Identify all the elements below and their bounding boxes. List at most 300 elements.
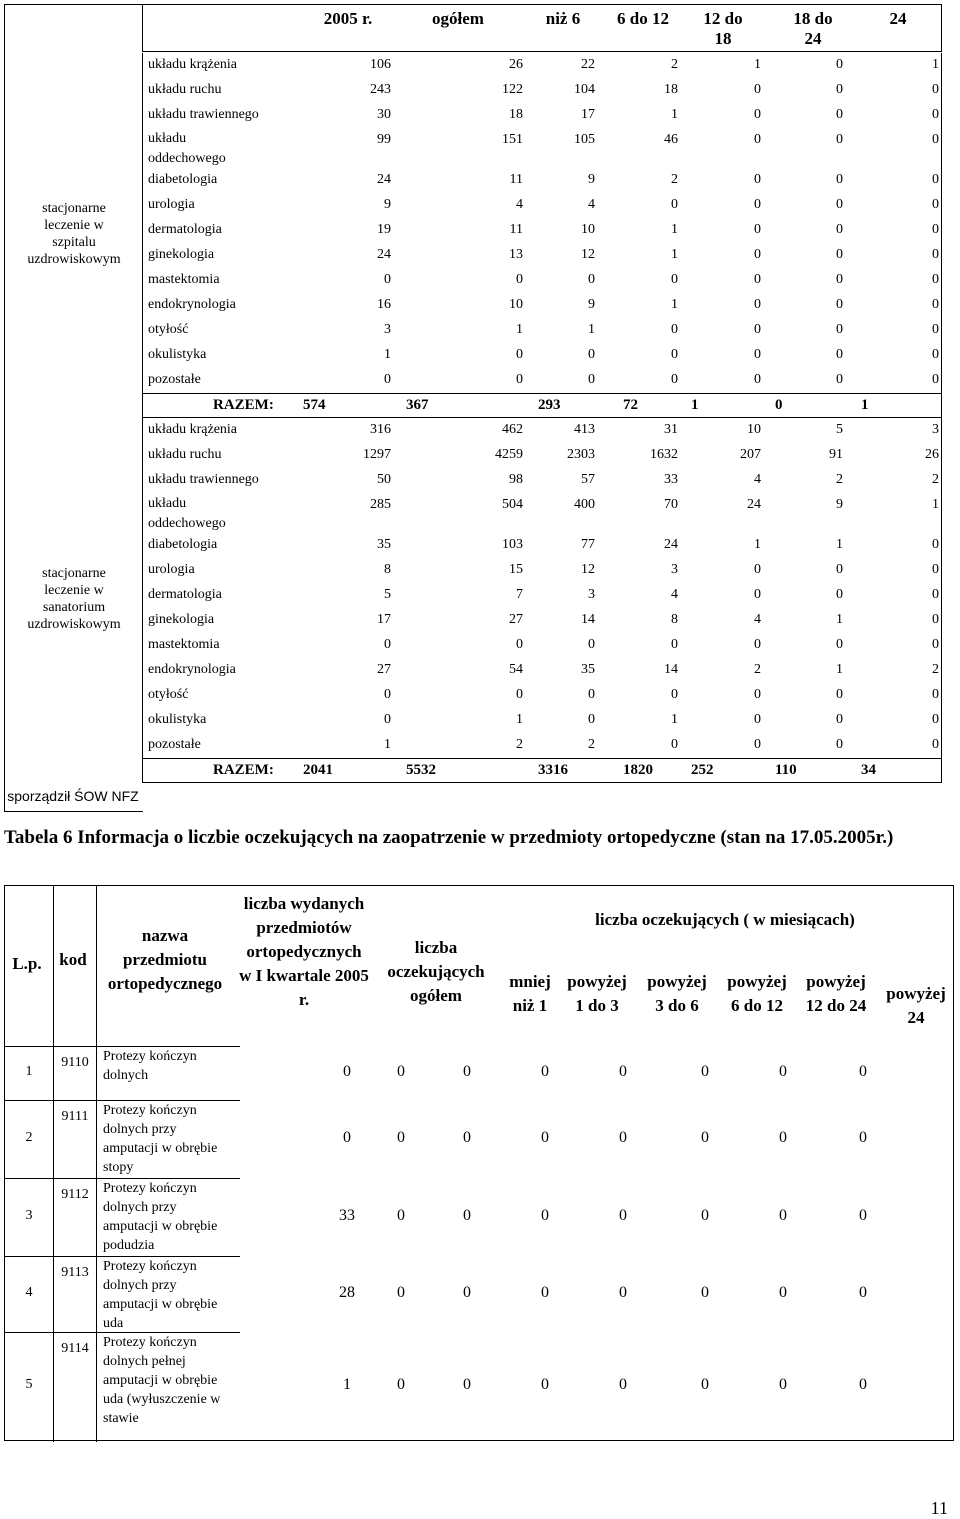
row-value: 0 — [932, 347, 939, 362]
row-value: 57 — [581, 472, 595, 487]
row-value: 0 — [619, 1376, 627, 1393]
row-value: 1 — [516, 322, 523, 337]
row-value: 10 — [747, 422, 761, 437]
row-value: 0 — [516, 272, 523, 287]
row-value: 0 — [384, 712, 391, 727]
row-value: 1 — [754, 57, 761, 72]
row-value: 0 — [779, 1129, 787, 1146]
row-value: 0 — [836, 737, 843, 752]
row-value: 103 — [502, 537, 523, 552]
row-value: 0 — [701, 1376, 709, 1393]
row-value: 0 — [541, 1376, 549, 1393]
row-nazwa: Protezy kończyn dolnych przy amputacji w obrębie stopy — [103, 1103, 218, 1175]
row-value: 106 — [370, 57, 391, 72]
header-group: liczba oczekujących ( w miesiącach) — [595, 910, 855, 929]
row-value: 0 — [754, 197, 761, 212]
row-value: 18 — [664, 82, 678, 97]
total-value: 110 — [775, 762, 797, 778]
row-value: 0 — [932, 737, 939, 752]
row-label: endokrynologia — [148, 662, 236, 677]
row-value: 0 — [836, 297, 843, 312]
total-label: RAZEM: — [213, 397, 274, 413]
row-kod: 9112 — [61, 1187, 89, 1202]
row-value: 0 — [932, 247, 939, 262]
row-label: układu ruchu — [148, 82, 222, 97]
section2-label — [5, 565, 143, 633]
row-lp: 1 — [25, 1064, 33, 1079]
row-value: 0 — [836, 372, 843, 387]
row-value: 1 — [754, 537, 761, 552]
row-value: 24 — [377, 172, 391, 187]
row-value: 12 — [581, 247, 595, 262]
row-label: pozostałe — [148, 737, 201, 752]
row-value: 99 — [377, 132, 391, 147]
table-row — [142, 708, 942, 733]
row-nazwa: Protezy kończyn dolnych — [103, 1049, 197, 1083]
total-value: 1820 — [623, 762, 653, 778]
row-value: 12 — [581, 562, 595, 577]
row-value: 16 — [377, 297, 391, 312]
section2-label-line: sanatorium — [42, 600, 106, 615]
row-value: 7 — [516, 587, 523, 602]
page-number: 11 — [930, 1498, 948, 1518]
row-value: 0 — [701, 1284, 709, 1301]
row-value: 1 — [384, 347, 391, 362]
table-row — [142, 733, 942, 758]
row-value: 2 — [516, 737, 523, 752]
row-value: 24 — [377, 247, 391, 262]
row-value: 5 — [836, 422, 843, 437]
row-value: 0 — [836, 637, 843, 652]
row-value: 462 — [502, 422, 523, 437]
row-value: 0 — [541, 1063, 549, 1080]
header-below6: niż 6 — [545, 9, 581, 28]
row-value: 0 — [754, 107, 761, 122]
section1-label — [5, 200, 143, 268]
row-value: 1 — [932, 497, 939, 512]
table-row — [142, 633, 942, 658]
total-value: 1 — [691, 397, 699, 413]
total-value: 72 — [623, 397, 638, 413]
row-value: 26 — [509, 57, 523, 72]
header-sub-5: powyżej 12 do 24 — [805, 972, 867, 1015]
row-value: 0 — [384, 687, 391, 702]
row-value: 0 — [397, 1376, 405, 1393]
row-value: 0 — [397, 1207, 405, 1224]
row-value: 4 — [754, 472, 761, 487]
grid-line — [5, 1100, 240, 1101]
row-value: 4259 — [495, 447, 523, 462]
row-value: 1 — [588, 322, 595, 337]
table-row — [142, 243, 942, 268]
bottom-table — [4, 885, 954, 1441]
row-label: endokrynologia — [148, 297, 236, 312]
row-value: 2 — [836, 472, 843, 487]
table-row — [142, 558, 942, 583]
row-value: 0 — [397, 1284, 405, 1301]
total-value: 1 — [861, 397, 869, 413]
row-value: 3 — [932, 422, 939, 437]
row-value: 1 — [516, 712, 523, 727]
row-value: 0 — [932, 172, 939, 187]
row-label: dermatologia — [148, 587, 222, 602]
row-value: 0 — [932, 107, 939, 122]
table-row — [142, 53, 942, 78]
row-value: 30 — [377, 107, 391, 122]
row-value: 14 — [581, 612, 595, 627]
row-label: układu oddechowego — [148, 131, 226, 166]
row-value: 27 — [377, 662, 391, 677]
row-value: 14 — [664, 662, 678, 677]
row-value: 413 — [574, 422, 595, 437]
header-year: 2005 r. — [323, 9, 373, 28]
row-value: 151 — [502, 132, 523, 147]
row-value: 91 — [829, 447, 843, 462]
row-value: 15 — [509, 562, 523, 577]
row-value: 0 — [588, 712, 595, 727]
row-lp: 5 — [25, 1377, 33, 1392]
row-value: 0 — [779, 1284, 787, 1301]
row-value: 8 — [384, 562, 391, 577]
table-row — [142, 168, 942, 193]
row-value: 207 — [740, 447, 761, 462]
row-value: 11 — [509, 172, 523, 187]
row-value: 0 — [463, 1284, 471, 1301]
row-value: 0 — [384, 372, 391, 387]
row-value: 0 — [754, 247, 761, 262]
row-value: 0 — [836, 562, 843, 577]
row-value: 0 — [463, 1207, 471, 1224]
row-value: 0 — [619, 1129, 627, 1146]
header-wydanych: liczba wydanych przedmiotów ortopedycznych w I kwartale 2005 r. — [239, 894, 369, 1009]
row-value: 0 — [836, 132, 843, 147]
row-value: 316 — [370, 422, 391, 437]
row-value: 1 — [671, 247, 678, 262]
table-row — [142, 78, 942, 103]
row-value: 0 — [932, 272, 939, 287]
row-value: 1297 — [363, 447, 391, 462]
row-value: 0 — [754, 637, 761, 652]
row-value: 2303 — [567, 447, 595, 462]
row-value: 1 — [671, 222, 678, 237]
row-value: 2 — [754, 662, 761, 677]
table-row — [142, 368, 942, 393]
row-value: 0 — [619, 1284, 627, 1301]
row-label: układu oddechowego — [148, 496, 226, 531]
row-value: 0 — [932, 637, 939, 652]
row-label: okulistyka — [148, 347, 207, 362]
table-row — [142, 583, 942, 608]
row-value: 0 — [463, 1063, 471, 1080]
row-value: 0 — [671, 347, 678, 362]
header-sub-4: powyżej 6 do 12 — [727, 972, 787, 1015]
section-labels-column — [4, 4, 143, 812]
table-caption: Tabela 6 Informacja o liczbie oczekujących na zaopatrzenie w przedmioty ortopedyczne (stan na 17.05.2005r.) — [4, 827, 894, 848]
row-value: 0 — [836, 222, 843, 237]
row-value: 31 — [664, 422, 678, 437]
row-nazwa: Protezy kończyn dolnych przy amputacji w obrębie uda — [103, 1259, 218, 1331]
row-value: 0 — [671, 687, 678, 702]
total-row — [142, 758, 942, 783]
row-value: 0 — [836, 687, 843, 702]
row-value: 1 — [836, 537, 843, 552]
row-value: 10 — [509, 297, 523, 312]
row-label: okulistyka — [148, 712, 207, 727]
row-value: 0 — [836, 322, 843, 337]
row-value: 17 — [377, 612, 391, 627]
row-value: 5 — [384, 587, 391, 602]
section2-label-line: uzdrowiskowym — [27, 617, 121, 632]
header-sub-1: mniej niż 1 — [509, 972, 551, 1015]
header-24: 24 — [889, 9, 907, 28]
row-value: 24 — [747, 497, 761, 512]
row-value: 1 — [671, 107, 678, 122]
row-value: 0 — [701, 1063, 709, 1080]
row-value: 77 — [581, 537, 595, 552]
row-value: 2 — [671, 57, 678, 72]
row-value: 0 — [516, 372, 523, 387]
row-lp: 3 — [25, 1208, 33, 1223]
row-value: 1632 — [650, 447, 678, 462]
total-value: 252 — [691, 762, 714, 778]
row-value: 0 — [754, 272, 761, 287]
row-value: 70 — [664, 497, 678, 512]
row-label: diabetologia — [148, 172, 218, 187]
total-value: 3316 — [538, 762, 568, 778]
row-value: 0 — [384, 272, 391, 287]
table-row — [142, 683, 942, 708]
row-value: 2 — [932, 472, 939, 487]
grid-line — [5, 1332, 240, 1333]
header-sub-6: powyżej 24 — [886, 984, 946, 1027]
row-value: 9 — [836, 497, 843, 512]
row-value: 0 — [932, 322, 939, 337]
section1-label-line: leczenie w — [44, 218, 104, 233]
row-value: 1 — [384, 737, 391, 752]
row-value: 2 — [671, 172, 678, 187]
row-value: 0 — [588, 687, 595, 702]
row-value: 1 — [932, 57, 939, 72]
row-value: 104 — [574, 82, 595, 97]
row-value: 24 — [664, 537, 678, 552]
row-value: 0 — [754, 322, 761, 337]
table-row — [142, 343, 942, 368]
row-value: 35 — [581, 662, 595, 677]
row-label: urologia — [148, 197, 195, 212]
row-value: 0 — [754, 737, 761, 752]
row-value: 9 — [588, 297, 595, 312]
row-value: 4 — [516, 197, 523, 212]
row-value: 0 — [671, 322, 678, 337]
grid-line — [96, 886, 97, 1442]
row-value: 0 — [779, 1063, 787, 1080]
row-value: 27 — [509, 612, 523, 627]
row-value: 0 — [754, 712, 761, 727]
row-value: 0 — [932, 297, 939, 312]
header-nazwa: nazwa przedmiotu ortopedycznego — [107, 926, 223, 993]
row-value: 0 — [754, 562, 761, 577]
row-value: 33 — [339, 1207, 355, 1224]
row-value: 0 — [836, 172, 843, 187]
row-value: 0 — [836, 107, 843, 122]
row-value: 0 — [671, 637, 678, 652]
header-6to12: 6 do 12 — [617, 9, 669, 28]
table-row — [142, 318, 942, 343]
row-value: 0 — [701, 1207, 709, 1224]
total-value: 5532 — [406, 762, 436, 778]
row-kod: 9111 — [61, 1109, 89, 1124]
row-label: diabetologia — [148, 537, 218, 552]
row-value: 0 — [836, 347, 843, 362]
row-value: 0 — [836, 587, 843, 602]
row-value: 0 — [932, 612, 939, 627]
row-value: 0 — [932, 537, 939, 552]
row-value: 3 — [671, 562, 678, 577]
row-value: 0 — [779, 1207, 787, 1224]
row-value: 285 — [370, 497, 391, 512]
row-kod: 9113 — [61, 1265, 89, 1280]
top-table-header — [142, 4, 942, 52]
row-value: 0 — [859, 1129, 867, 1146]
grid-line — [5, 1178, 240, 1179]
row-label: otyłość — [148, 687, 189, 702]
row-value: 0 — [541, 1284, 549, 1301]
row-value: 4 — [754, 612, 761, 627]
row-value: 0 — [671, 272, 678, 287]
row-value: 0 — [343, 1129, 351, 1146]
table-row — [142, 443, 942, 468]
row-label: dermatologia — [148, 222, 222, 237]
row-value: 0 — [932, 82, 939, 97]
row-value: 2 — [588, 737, 595, 752]
row-value: 243 — [370, 82, 391, 97]
row-value: 0 — [516, 347, 523, 362]
row-value: 0 — [859, 1063, 867, 1080]
row-value: 0 — [541, 1207, 549, 1224]
header-sub-2: powyżej 1 do 3 — [567, 972, 627, 1015]
row-value: 0 — [754, 587, 761, 602]
section2-label-line: stacjonarne — [42, 566, 106, 581]
row-value: 13 — [509, 247, 523, 262]
total-value: 574 — [303, 397, 326, 413]
row-value: 1 — [671, 712, 678, 727]
row-value: 0 — [932, 712, 939, 727]
row-label: układu ruchu — [148, 447, 222, 462]
row-label: ginekologia — [148, 247, 215, 262]
section1-label-line: uzdrowiskowym — [27, 252, 121, 267]
row-label: układu trawiennego — [148, 472, 259, 487]
table-row — [142, 218, 942, 243]
row-value: 98 — [509, 472, 523, 487]
row-value: 0 — [932, 132, 939, 147]
row-value: 0 — [588, 272, 595, 287]
row-value: 0 — [932, 687, 939, 702]
row-value: 0 — [859, 1376, 867, 1393]
row-value: 54 — [509, 662, 523, 677]
row-kod: 9114 — [61, 1341, 89, 1356]
row-value: 1 — [343, 1376, 351, 1393]
table-row — [142, 103, 942, 128]
total-value: 0 — [775, 397, 783, 413]
row-value: 0 — [754, 297, 761, 312]
row-label: urologia — [148, 562, 195, 577]
row-value: 3 — [588, 587, 595, 602]
total-value: 34 — [861, 762, 876, 778]
grid-line — [5, 1256, 240, 1257]
row-value: 122 — [502, 82, 523, 97]
row-value: 28 — [339, 1284, 355, 1301]
row-value: 0 — [754, 222, 761, 237]
row-value: 0 — [932, 222, 939, 237]
table-row — [142, 418, 942, 443]
row-value: 0 — [932, 372, 939, 387]
row-value: 0 — [754, 172, 761, 187]
row-label: mastektomia — [148, 272, 220, 287]
total-row — [142, 393, 942, 418]
row-label: układu krążenia — [148, 57, 238, 72]
row-value: 0 — [588, 637, 595, 652]
row-value: 0 — [671, 737, 678, 752]
row-value: 50 — [377, 472, 391, 487]
header-18to24: 18 do 24 — [793, 9, 833, 48]
row-value: 0 — [701, 1129, 709, 1146]
row-value: 0 — [779, 1376, 787, 1393]
row-value: 3 — [384, 322, 391, 337]
row-value: 46 — [664, 132, 678, 147]
row-value: 0 — [836, 247, 843, 262]
row-value: 4 — [588, 197, 595, 212]
row-lp: 2 — [25, 1130, 33, 1145]
total-label: RAZEM: — [213, 762, 274, 778]
row-value: 0 — [859, 1207, 867, 1224]
row-nazwa: Protezy kończyn dolnych pełnej amputacji w obrębie uda (wyłuszczenie w stawie — [103, 1335, 221, 1426]
row-value: 1 — [671, 297, 678, 312]
row-value: 0 — [384, 637, 391, 652]
row-value: 0 — [932, 587, 939, 602]
row-value: 0 — [836, 712, 843, 727]
row-value: 35 — [377, 537, 391, 552]
table-row — [142, 268, 942, 293]
total-value: 367 — [406, 397, 429, 413]
section1-label-line: stacjonarne — [42, 201, 106, 216]
total-value: 293 — [538, 397, 561, 413]
row-label: pozostałe — [148, 372, 201, 387]
row-value: 105 — [574, 132, 595, 147]
row-value: 0 — [754, 347, 761, 362]
row-value: 0 — [836, 197, 843, 212]
row-value: 0 — [836, 57, 843, 72]
row-value: 8 — [671, 612, 678, 627]
row-value: 0 — [516, 687, 523, 702]
row-value: 19 — [377, 222, 391, 237]
table-row — [142, 658, 942, 683]
row-value: 0 — [463, 1376, 471, 1393]
row-value: 504 — [502, 497, 523, 512]
row-value: 0 — [397, 1129, 405, 1146]
row-value: 0 — [343, 1063, 351, 1080]
row-value: 9 — [588, 172, 595, 187]
row-label: układu trawiennego — [148, 107, 259, 122]
row-value: 400 — [574, 497, 595, 512]
row-value: 0 — [754, 687, 761, 702]
row-value: 2 — [932, 662, 939, 677]
row-value: 0 — [932, 197, 939, 212]
row-value: 26 — [925, 447, 939, 462]
row-value: 0 — [516, 637, 523, 652]
header-oczekujacych: liczba oczekujących ogółem — [387, 938, 485, 1005]
row-value: 11 — [509, 222, 523, 237]
row-value: 0 — [754, 132, 761, 147]
